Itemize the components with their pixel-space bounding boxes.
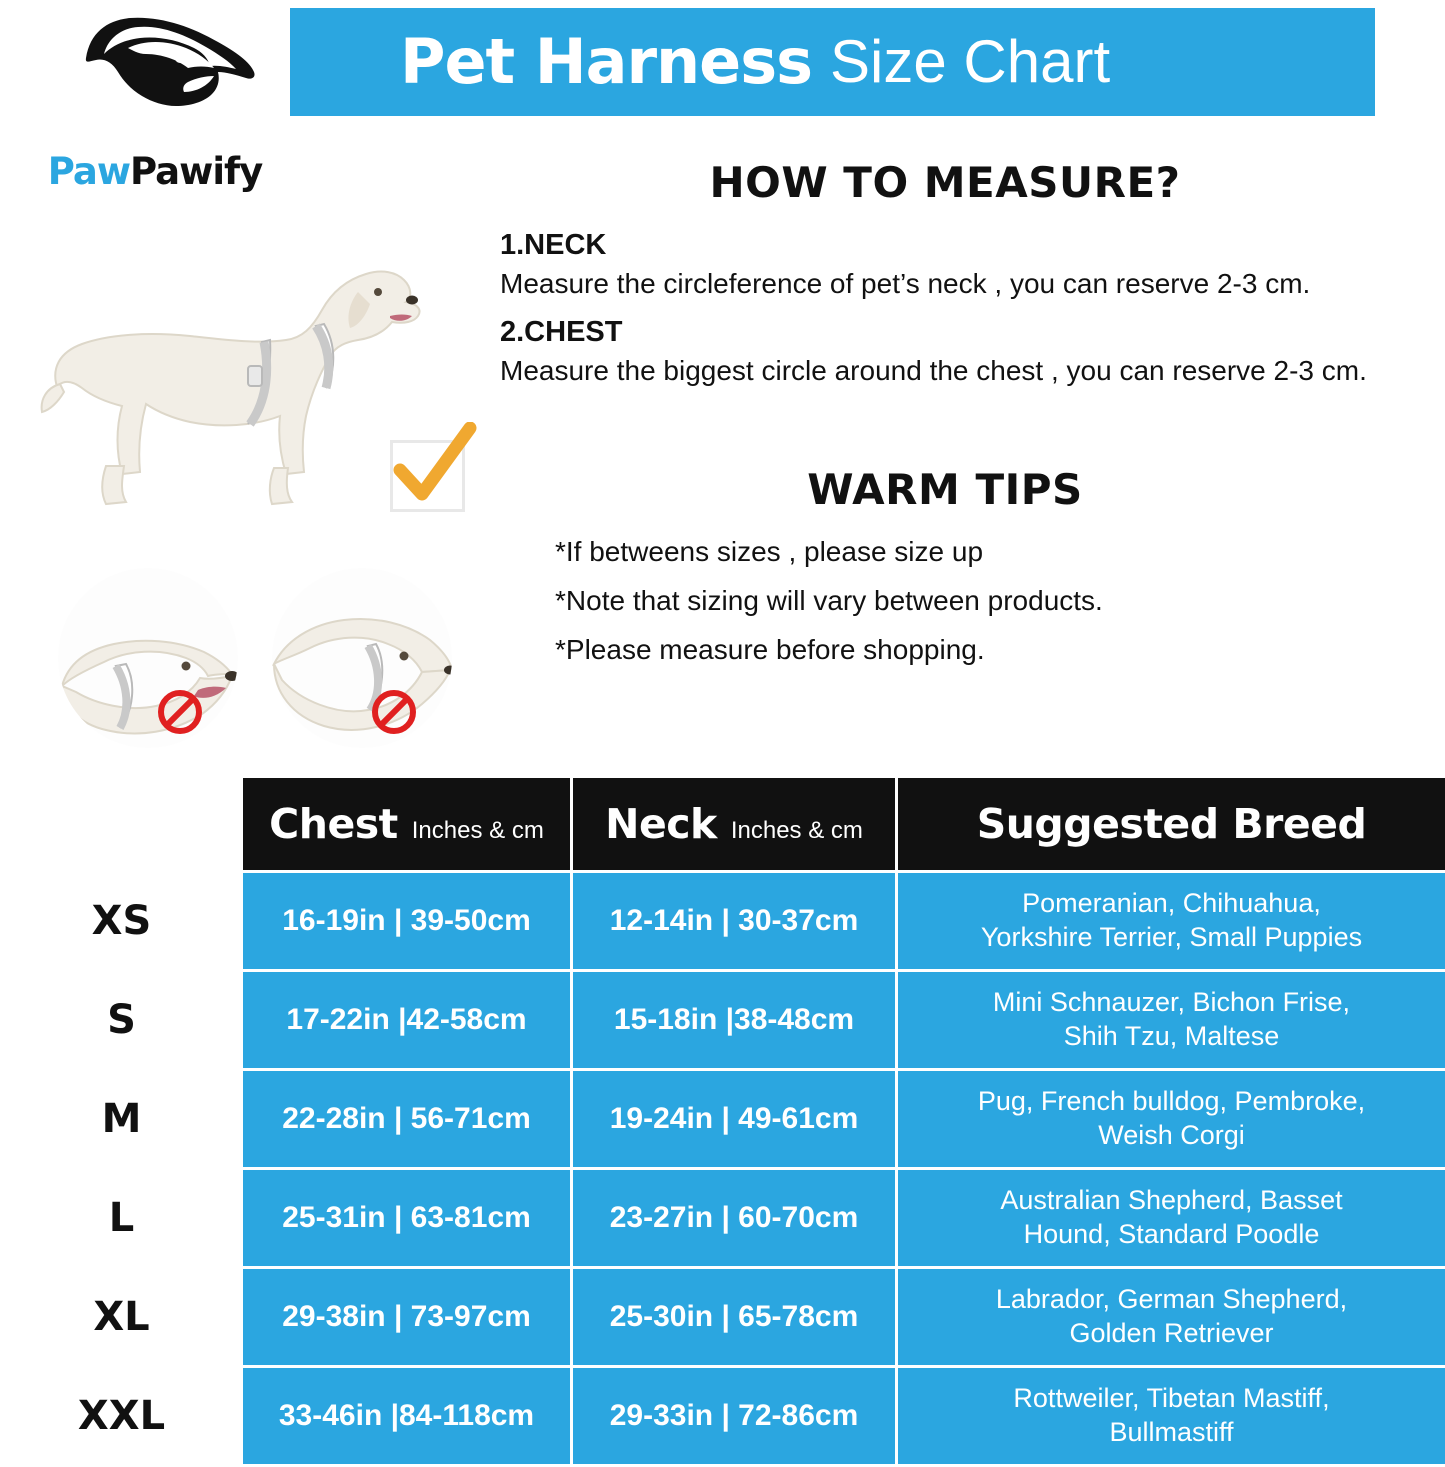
row-breed-line1: Pomeranian, Chihuahua, (898, 887, 1445, 921)
row-breed-line1: Rottweiler, Tibetan Mastiff, (898, 1382, 1445, 1416)
row-breed (897, 1367, 1445, 1466)
header-title-bold: Pet Harness (400, 31, 812, 93)
header-size (2, 777, 242, 872)
row-chest: 22-28in | 56-71cm (242, 1070, 572, 1169)
row-chest: 17-22in |42-58cm (242, 971, 572, 1070)
measure-step-1-text: Measure the circleference of pet’s neck , you can reserve 2-3 cm. (500, 268, 1420, 300)
row-breed-line1: Mini Schnauzer, Bichon Frise, (898, 986, 1445, 1020)
no-sign-icon (372, 690, 416, 734)
table-header-row (2, 777, 1445, 872)
header-neck-units: Inches & cm (731, 817, 863, 845)
row-neck: 23-27in | 60-70cm (572, 1169, 897, 1268)
row-breed-line2: Weish Corgi (898, 1119, 1445, 1153)
row-size: M (2, 1070, 242, 1169)
table-row (2, 1367, 1445, 1466)
header-chest-label: Chest (269, 800, 398, 848)
measure-step-2-label: 2.CHEST (500, 316, 1420, 349)
row-size: XL (2, 1268, 242, 1367)
row-neck: 15-18in |38-48cm (572, 971, 897, 1070)
row-chest: 25-31in | 63-81cm (242, 1169, 572, 1268)
row-size: XS (2, 872, 242, 971)
row-breed (897, 872, 1445, 971)
measure-step-1-label: 1.NECK (500, 229, 1420, 262)
table-row (2, 1268, 1445, 1367)
brand-name-part1: Paw (48, 150, 130, 193)
check-mark-icon (392, 422, 480, 519)
header-chest-units: Inches & cm (412, 817, 544, 845)
brand-logo (10, 10, 290, 200)
table-row (2, 971, 1445, 1070)
warm-tip-line: *Please measure before shopping. (555, 634, 1420, 666)
row-size: L (2, 1169, 242, 1268)
row-neck: 25-30in | 65-78cm (572, 1268, 897, 1367)
row-breed (897, 971, 1445, 1070)
how-to-measure-heading: HOW TO MEASURE? (470, 158, 1420, 207)
header-breed-label: Suggested Breed (898, 800, 1445, 848)
row-chest: 29-38in | 73-97cm (242, 1268, 572, 1367)
how-to-measure-section (470, 158, 1420, 403)
row-breed-line1: Australian Shepherd, Basset (898, 1184, 1445, 1218)
warm-tip-line: *If betweens sizes , please size up (555, 536, 1420, 568)
table-row (2, 1070, 1445, 1169)
table-row (2, 1169, 1445, 1268)
incorrect-example-tight (272, 568, 452, 748)
table-row (2, 872, 1445, 971)
dog-measure-illustration (40, 240, 430, 540)
row-neck: 19-24in | 49-61cm (572, 1070, 897, 1169)
row-breed (897, 1070, 1445, 1169)
row-size: XXL (2, 1367, 242, 1466)
row-neck: 29-33in | 72-86cm (572, 1367, 897, 1466)
row-chest: 16-19in | 39-50cm (242, 872, 572, 971)
row-neck: 12-14in | 30-37cm (572, 872, 897, 971)
header-breed (897, 777, 1445, 872)
brand-name-part2: Pawify (130, 150, 262, 193)
row-breed-line1: Labrador, German Shepherd, (898, 1283, 1445, 1317)
row-size: S (2, 971, 242, 1070)
row-breed-line1: Pug, French bulldog, Pembroke, (898, 1085, 1445, 1119)
row-breed-line2: Shih Tzu, Maltese (898, 1020, 1445, 1054)
row-breed-line2: Hound, Standard Poodle (898, 1218, 1445, 1252)
header-neck-label: Neck (605, 800, 717, 848)
header-title-light: Size Chart (830, 32, 1110, 92)
warm-tips-heading: WARM TIPS (470, 465, 1420, 514)
measure-step-2-text: Measure the biggest circle around the chest , you can reserve 2-3 cm. (500, 355, 1420, 387)
header-neck (572, 777, 897, 872)
row-breed-line2: Yorkshire Terrier, Small Puppies (898, 921, 1445, 955)
row-breed-line2: Golden Retriever (898, 1317, 1445, 1351)
warm-tips-section (470, 465, 1420, 683)
dog-head-icon (68, 14, 258, 154)
no-sign-icon (158, 690, 202, 734)
row-breed (897, 1268, 1445, 1367)
size-table-wrapper (0, 775, 1445, 1467)
row-breed (897, 1169, 1445, 1268)
row-chest: 33-46in |84-118cm (242, 1367, 572, 1466)
header-title-band (290, 8, 1375, 116)
warm-tip-line: *Note that sizing will vary between products. (555, 585, 1420, 617)
row-breed-line2: Bullmastiff (898, 1416, 1445, 1450)
header-chest (242, 777, 572, 872)
brand-name (20, 150, 290, 193)
incorrect-example-loose (58, 568, 238, 748)
size-chart-table (0, 775, 1445, 1467)
